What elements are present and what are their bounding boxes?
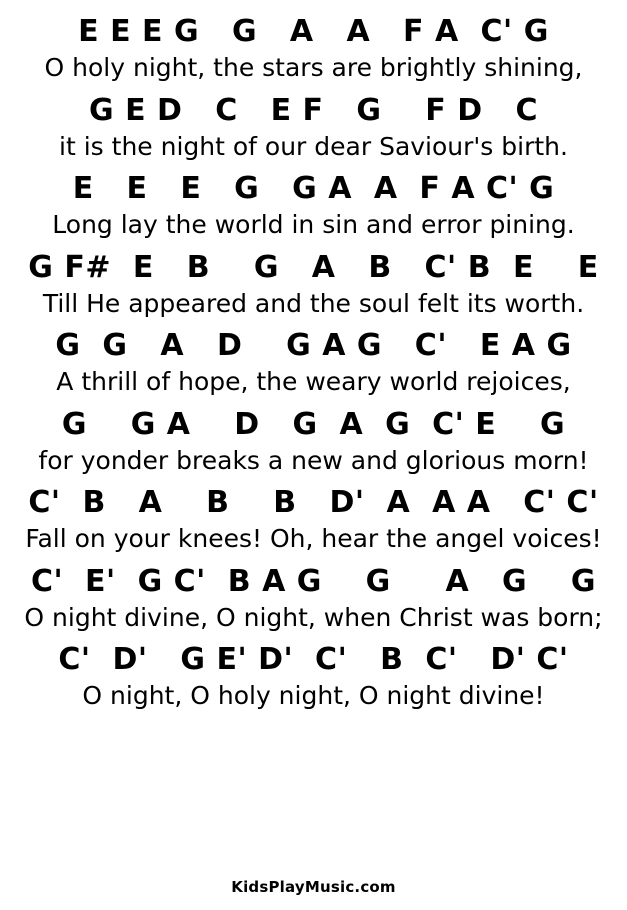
note-line: G E D C E F G F D C — [89, 92, 538, 128]
note-line: E E E G G A A F A C' G — [72, 171, 555, 206]
footer — [10, 877, 617, 910]
note-line: G G A D G A G C' E G — [61, 406, 566, 442]
stanza-4 — [10, 248, 617, 327]
stanza-8 — [10, 562, 617, 641]
site-brand: KidsPlayMusic.com — [231, 878, 396, 896]
note-line: C' E' G C' B A G G A G G — [30, 563, 597, 599]
lyric-line: A thrill of hope, the weary world rejoices, — [56, 367, 571, 396]
stanza-6 — [10, 405, 617, 484]
note-line: G F# E B G A B C' B E E — [28, 249, 599, 285]
lyric-line: O night divine, O night, when Christ was born; — [24, 602, 603, 632]
lyric-line: Long lay the world in sin and error pining. — [52, 210, 575, 239]
stanza-1 — [10, 12, 617, 91]
stanza-5 — [10, 326, 617, 405]
lyric-line: for yonder breaks a new and glorious morn! — [38, 445, 589, 475]
note-line: E E E G G A A F A C' G — [78, 14, 549, 49]
lyric-line: O night, O holy night, O night divine! — [82, 681, 545, 710]
note-line: C' D' G E' D' C' B C' D' C' — [58, 642, 569, 677]
note-line: C' B A B B D' A A A C' C' — [28, 485, 599, 520]
stanza-9 — [10, 640, 617, 719]
note-line: G G A D G A G C' E A G — [55, 328, 572, 363]
lyric-line: O holy night, the stars are brightly shining, — [44, 53, 583, 82]
stanza-3 — [10, 169, 617, 248]
lyric-line: it is the night of our dear Saviour's birth. — [59, 131, 568, 161]
stanza-7 — [10, 483, 617, 562]
lyric-line: Fall on your knees! Oh, hear the angel voices! — [25, 524, 602, 553]
stanza-2 — [10, 91, 617, 170]
lyric-line: Till He appeared and the soul felt its worth. — [42, 288, 585, 318]
